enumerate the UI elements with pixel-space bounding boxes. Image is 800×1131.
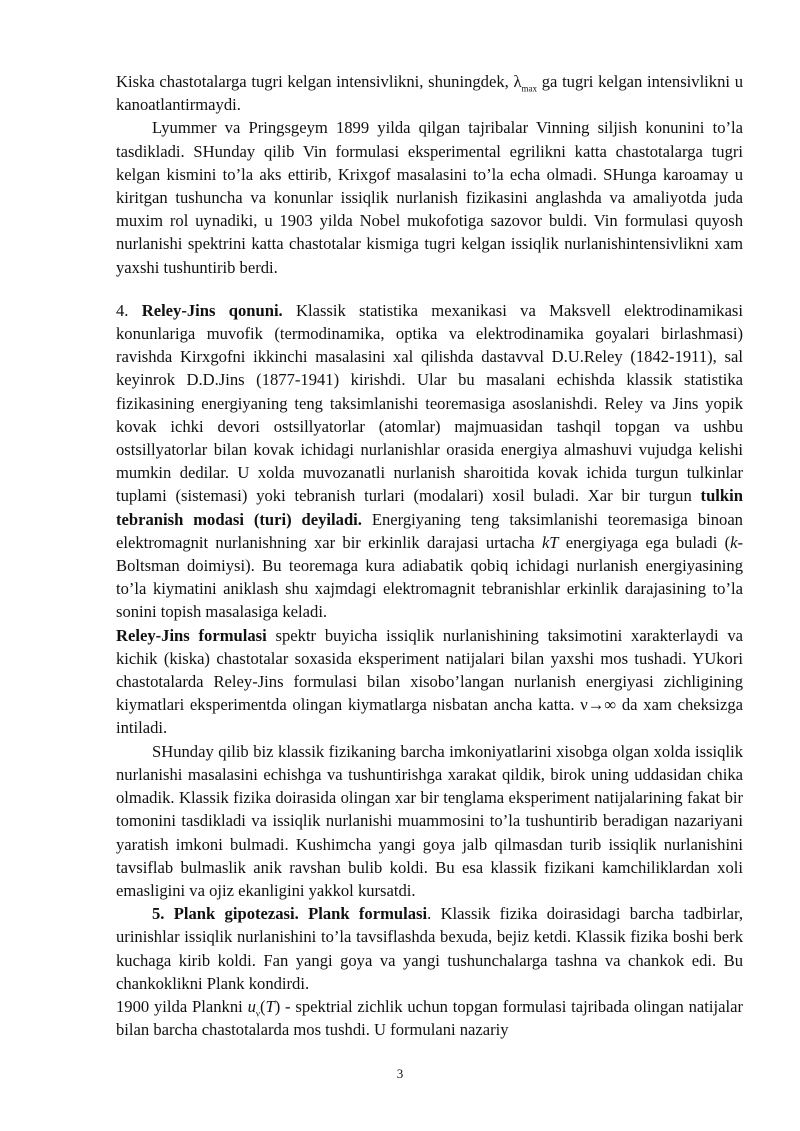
text: )	[274, 996, 281, 1016]
section-number: 4.	[116, 300, 129, 320]
text: spektr buyicha issiqlik nurlanishining taksimotini xarakterlaydi va kichik (kiska) chastotalar soxasida eksperiment natijalari bilan yaxshi mos tushadi. YUkori chastotalarda Reley-Jins formulasi bilan xisobo’langan nurlanish energiyasi zichligining kiymatlari eksperimentda olingan kiymatlarga nisbatan ancha katta. ν→∞ da xam cheksizga intiladi.	[116, 625, 743, 738]
text: - spektrial zichlik uchun topgan formulasi tajribada olingan natijalar bilan barcha chastotalarda mos tushdi. U formulani nazariy	[116, 996, 743, 1040]
section-title: 5. Plank gipotezasi. Plank formulasi	[152, 904, 428, 924]
paragraph-5: SHunday qilib biz klassik fizikaning barcha imkoniyatlarini xisobga olgan xolda issiqlik nurlanishi masalasini echishga va tushuntirishga xarakat qildik, birok uning uddasidan chika olmadik. Klassik fizika doirasida olingan xar bir tenglama eksperiment natijalarining fakat bir tomonini tasdikladi va issiqlik nurlanishi muammosini to’la tushuntirib beradigan nazariyani yaratish imkoni bulmadi. Kushimcha yangi goya jalb qilmasdan turib issiqlik nurlanishini tavsiflab bulmaslik anik ravshan bulib koldi. Bu esa klassik fizikani kamchiliklardan xoli emasligini va ojiz ekanligini yakkol kursatdi.	[116, 741, 743, 900]
formula-k: k	[730, 532, 738, 552]
formula-nu-subscript: ν	[255, 1008, 260, 1019]
text: (	[259, 996, 266, 1016]
paragraph-4	[116, 624, 743, 740]
formula-kt: kT	[541, 532, 559, 552]
page-number: 3	[396, 1066, 404, 1081]
text: ga tugri kelgan intensivlikni u kanoatlantirmaydi.	[116, 72, 743, 115]
lambda-subscript: max	[521, 83, 538, 94]
page-body	[116, 70, 743, 1041]
spacer	[116, 279, 743, 299]
text: energiyaga ega buladi (	[558, 532, 731, 552]
text: Klassik statistika mexanikasi va Maksvell elektrodinamikasi konunlariga muvofik (termodinamika, optika va elektrodinamika goyalari birlashmasi) ravishda Kirxgofni ikkinchi masalasini xal qilishda dastavval D.U.Reley (1842-1911), sal keyinrok D.D.Jins (1877-1941) kirishdi. Ular bu masalani echishda klassik statistika fizikasining energiyaning teng taksimlanishi teoremasiga asoslanishdi. Reley va Jins yopik kovak ichki devori ostsillyatorlar (atomlar) majmuasidan tashqil topgan va ushbu ostsillyatorlar bilan kovak ichidagi nurlanishlar orasida energiya almashuvi vujudga kelishi mumkin dedilar. U xolda muvozanatli nurlanish sharoitida kovak ichida turgun tulkinlar tuplami (sistemasi) yoki tebranish turlari (modalari) xosil buladi. Xar bir turgun	[116, 300, 743, 506]
paragraph-1	[116, 70, 743, 116]
paragraph-2: Lyummer va Pringsgeym 1899 yilda qilgan tajribalar Vinning siljish konunini to’la tasdikladi. SHunday qilib Vin formulasi eksperimental egrilikni katta chastotalarga tugri kelgan kismini to’la aks ettirib, Krixgof masalasini to’la echa olmadi. SHunga karoamay u kiritgan tushuncha va konunlar issiqlik nurlanish fizikasini anglashda va amaliyotda juda muxim rol uynadiki, u 1903 yilda Nobel mukofotiga sazovor buldi. Vin formulasi quyosh nurlanishi spektrini katta chastotalar kismiga tugri kelgan issiqlik nurlanishintensivlikni xam yaxshi tushuntirib berdi.	[116, 118, 743, 277]
text: Kiska chastotalarga tugri kelgan intensivlikni, shuningdek,	[116, 72, 514, 91]
text: 1900 yilda Plankni	[116, 996, 248, 1016]
formula-u: u	[247, 996, 256, 1016]
paragraph-3	[116, 299, 743, 624]
lambda-symbol: λ	[513, 72, 522, 91]
bold-term: Reley-Jins formulasi	[116, 625, 267, 645]
paragraph-7	[116, 995, 743, 1041]
text: -Boltsman doimiysi). Bu teoremaga kura adiabatik qobiq ichidagi nurlanish energiyasining to’la kiymatini aniklash shu xajmdagi elektromagnit tebranishlar erkinlik darajasining to’la sonini topish masalasiga keladi.	[116, 532, 744, 622]
text: Energiyaning teng taksimlanishi teoremasiga binoan elektromagnit nurlanishning xar bir erkinlik darajasi urtacha	[116, 509, 743, 552]
bold-term: tulkin tebranish modasi (turi) deyiladi.	[116, 486, 743, 529]
section-title: Reley-Jins qonuni.	[128, 300, 283, 320]
text: . Klassik fizika doirasidagi barcha tadbirlar, urinishlar issiqlik nurlanishini to’la tavsiflashda bexuda, bejiz ketdi. Klassik fizika boshi berk kuchaga kirib koldi. Fan yangi goya va yangi tushunchalarga tashna va chankok edi. Bu chankoklikni Plank kondirdi.	[116, 904, 743, 993]
paragraph-6	[116, 902, 743, 995]
formula-t: T	[265, 996, 275, 1016]
